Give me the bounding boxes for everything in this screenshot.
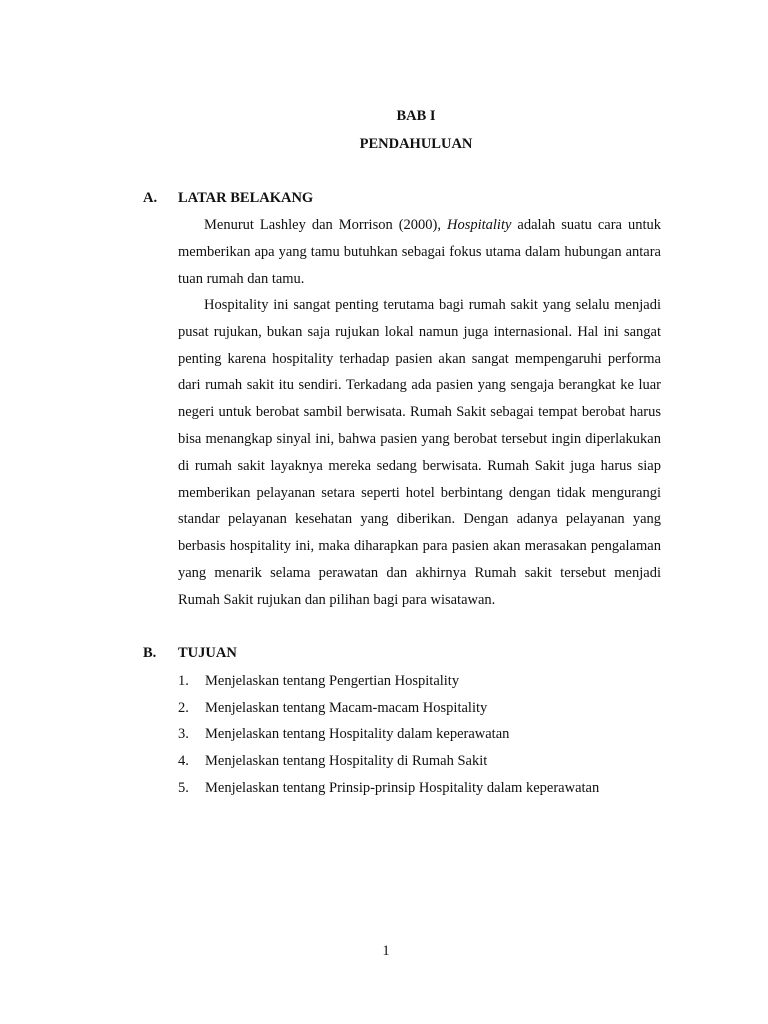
list-item-number: 4. bbox=[178, 753, 189, 770]
paragraph-1-italic-term: Hospitality bbox=[446, 217, 512, 233]
list-item bbox=[178, 695, 661, 722]
section-a-heading: LATAR BELAKANG bbox=[178, 190, 314, 206]
section-a-marker: A. bbox=[143, 190, 158, 206]
page-number: 1 bbox=[382, 943, 390, 959]
list-item-text: Menjelaskan tentang Hospitality di Rumah Sakit bbox=[205, 753, 488, 770]
section-b-marker: B. bbox=[143, 645, 157, 661]
list-item bbox=[178, 775, 661, 802]
objectives-list bbox=[178, 668, 661, 801]
paragraph-1-text-end: adalah suatu cara untuk memberikan apa yang tamu butuhkan sebagai fokus utama dalam hubungan antara tuan rumah dan tamu. bbox=[178, 217, 662, 287]
list-item bbox=[178, 668, 661, 695]
list-item-text: Menjelaskan tentang Prinsip-prinsip Hospitality dalam keperawatan bbox=[205, 779, 600, 796]
list-item-number: 3. bbox=[178, 726, 189, 743]
list-item bbox=[178, 721, 661, 748]
list-item-number: 5. bbox=[178, 779, 189, 796]
chapter-title: PENDAHULUAN bbox=[359, 136, 473, 152]
chapter-label: BAB I bbox=[396, 108, 436, 124]
section-b-heading: TUJUAN bbox=[178, 645, 237, 661]
list-item-text: Menjelaskan tentang Hospitality dalam keperawatan bbox=[205, 726, 510, 743]
paragraph-1 bbox=[178, 212, 661, 292]
list-item-text: Menjelaskan tentang Macam-macam Hospitality bbox=[205, 699, 488, 716]
paragraph-2: Hospitality ini sangat penting terutama bagi rumah sakit yang selalu menjadi pusat rujukan, bukan saja rujukan lokal namun juga internasional. Hal ini sangat penting karena hospitality terhadap pasien akan sangat mempengaruhi performa dari rumah sakit itu sendiri. Terkadang ada pasien yang sengaja berangkat ke luar negeri untuk berobat sambil berwisata. Rumah Sakit sebagai tempat berobat harus bisa menangkap sinyal ini, bahwa pasien yang berobat tersebut ingin diperlakukan di rumah sakit layaknya mereka sedang berwisata. Rumah Sakit juga harus siap memberikan pelayanan setara seperti hotel berbintang dengan tidak mengurangi standar pelayanan kesehatan yang diberikan. Dengan adanya pelayanan yang berbasis hospitality ini, maka diharapkan para pasien akan merasakan pengalaman yang menarik selama perawatan dan akhirnya Rumah sakit tersebut menjadi Rumah Sakit rujukan dan pilihan bagi para wisatawan. bbox=[178, 297, 661, 608]
list-item-number: 1. bbox=[178, 673, 189, 689]
paragraph-1-text-start: Menurut Lashley dan Morrison (2000), bbox=[204, 217, 447, 233]
list-item-text: Menjelaskan tentang Pengertian Hospitality bbox=[205, 673, 460, 689]
list-item bbox=[178, 748, 661, 775]
list-item-number: 2. bbox=[178, 699, 189, 716]
